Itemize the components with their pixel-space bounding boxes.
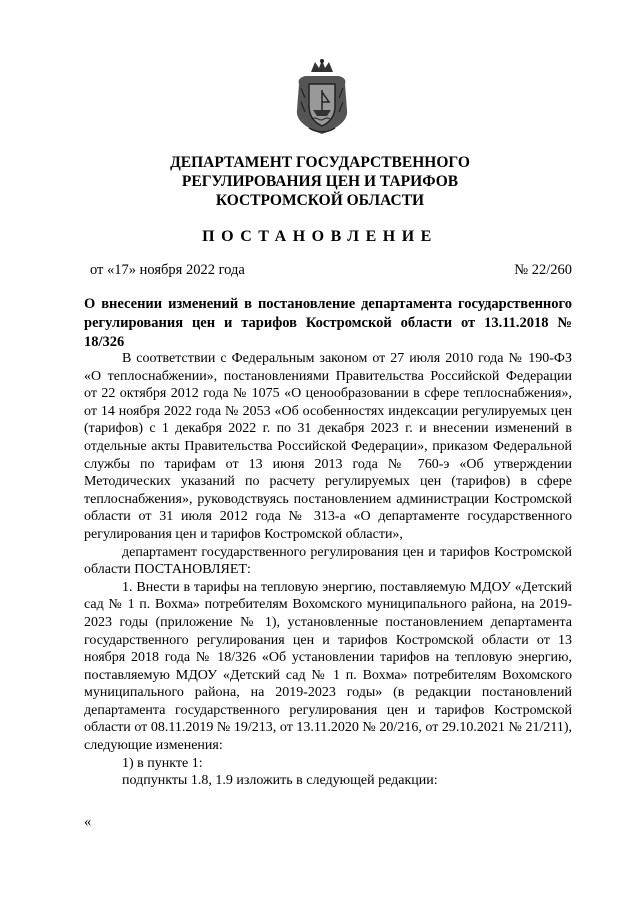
opening-quote: « <box>84 814 92 830</box>
coat-of-arms-icon <box>289 58 355 138</box>
document-date: от «17» ноября 2022 года <box>90 262 245 278</box>
document-body <box>84 350 572 790</box>
document-number: № 22/260 <box>514 262 572 278</box>
date-number-line <box>90 262 572 279</box>
document-subject: О внесении изменений в постановление департамента государственного регулирования цен и тарифов Костромской области от 13.11.2018 № 18/326 <box>84 296 572 350</box>
paragraph-item-1: 1. Внести в тарифы на тепловую энергию, поставляемую МДОУ «Детский сад № 1 п. Вохма» потребителям Вохомского муниципального района, на 2019-2023 годы (приложение № 1), установленные постановлением департамента государственного регулирования цен и тарифов Костромской области от 13 ноября 2018 года № 18/326 «Об установлении тарифов на тепловую энергию, поставляемую МДОУ «Детский сад № 1 п. Вохма» потребителям Вохомского муниципального района, на 2019-2023 годы» (в редакции постановлений департамента государственного регулирования цен и тарифов Костромской области от 08.11.2019 № 19/213, от 13.11.2020 № 20/216, от 29.10.2021 № 21/211), следующие изменения: <box>84 579 572 754</box>
paragraph-subitems-text: подпункты 1.8, 1.9 изложить в следующей редакции: <box>122 773 438 789</box>
paragraph-resolves: департамент государственного регулирования цен и тарифов Костромской области ПОСТАНОВЛЯЕТ: <box>84 544 572 578</box>
department-line-3: КОСТРОМСКОЙ ОБЛАСТИ <box>215 192 425 209</box>
department-name <box>0 153 640 210</box>
department-line-1: ДЕПАРТАМЕНТ ГОСУДАРСТВЕННОГО <box>170 154 470 171</box>
department-line-2: РЕГУЛИРОВАНИЯ ЦЕН И ТАРИФОВ <box>181 173 459 190</box>
paragraph-subitem-1: 1) в пункте 1: <box>122 755 203 771</box>
document-type: ПОСТАНОВЛЕНИЕ <box>202 228 438 245</box>
paragraph-preamble: В соответствии с Федеральным законом от 27 июля 2010 года № 190-ФЗ «О теплоснабжении», постановлениями Правительства Российской Федерации от 22 октября 2012 года № 1075 «О ценообразовании в сфере теплоснабжения», от 14 ноября 2022 года № 2053 «Об особенностях индексации регулируемых цен (тарифов) с 1 декабря 2022 г. по 31 декабря 2023 г. и внесении изменений в отдельные акты Правительства Российской Федерации», приказом Федеральной службы по тарифам от 13 июня 2013 года № 760-э «Об утверждении Методических указаний по расчету регулируемых цен (тарифов) в сфере теплоснабжения», руководствуясь постановлением администрации Костромской области от 31 июля 2012 года № 313-а «О департаменте государственного регулирования цен и тарифов Костромской области», <box>84 351 572 542</box>
